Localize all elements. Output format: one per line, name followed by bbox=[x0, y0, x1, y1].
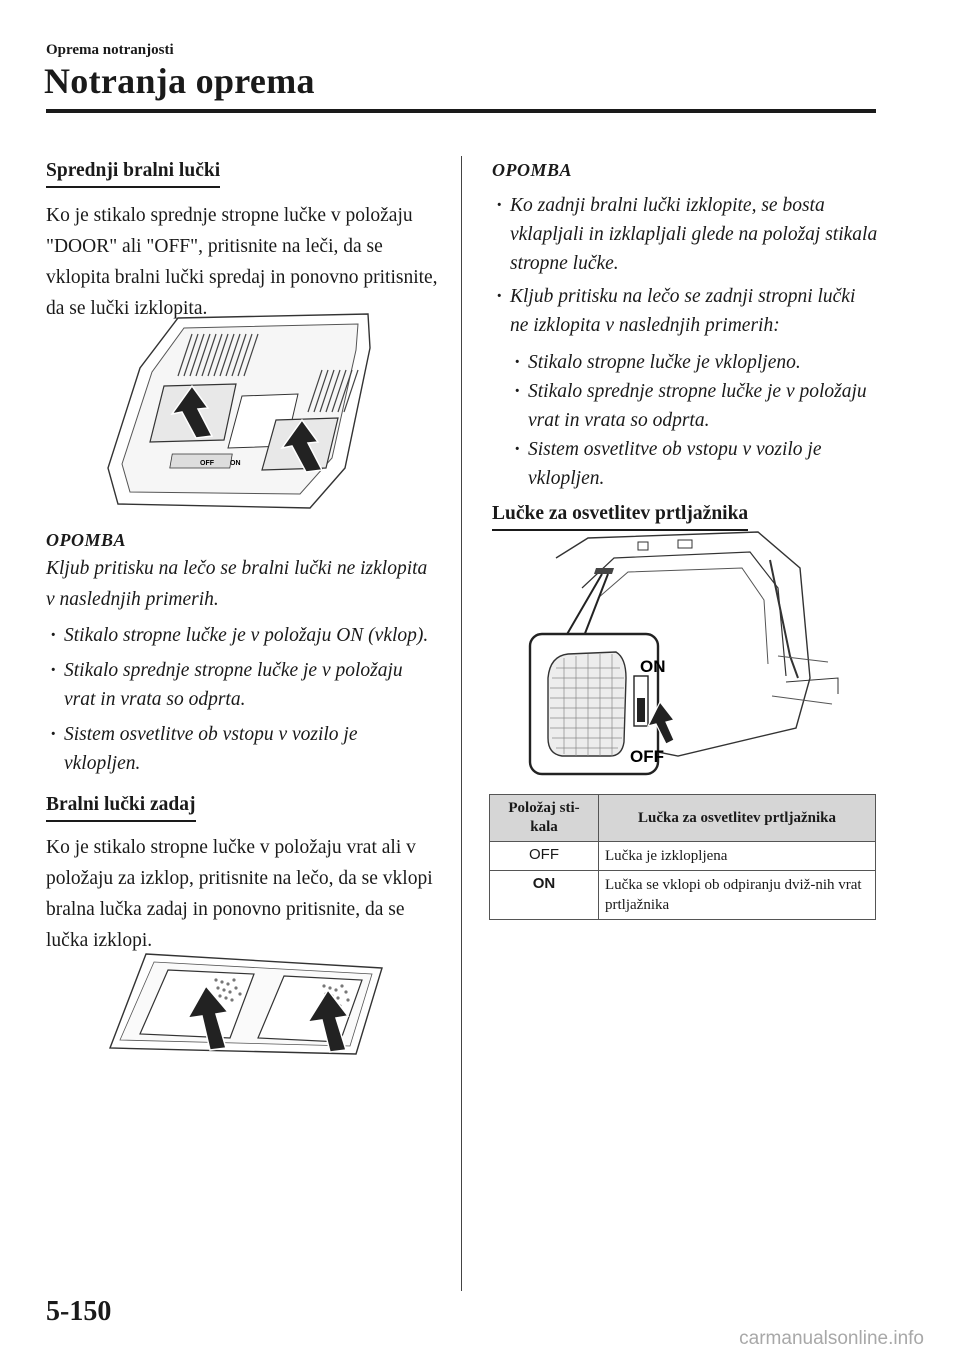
list-item: · Ko zadnji bralni lučki izklopite, se bosta vklapljali in izklapljali glede na položaj stikala stropne lučke. bbox=[492, 191, 878, 278]
list-item: · Kljub pritisku na lečo se zadnji stropni lučki ne izklopita v naslednjih primerih: bbox=[492, 282, 878, 340]
sub-note-list bbox=[492, 348, 878, 493]
header-rule bbox=[46, 109, 876, 113]
lamp-state: Lučka je izklopljena bbox=[599, 842, 876, 871]
rear-map-light-figure bbox=[106, 950, 388, 1055]
list-item: · Stikalo stropne lučke je vklopljeno. bbox=[492, 348, 878, 377]
column-divider bbox=[461, 156, 462, 1291]
page-number: 5-150 bbox=[46, 1296, 112, 1327]
switch-position: OFF bbox=[490, 842, 599, 871]
rear-map-light-illustration bbox=[106, 950, 388, 1055]
left-column bbox=[46, 160, 438, 324]
left-note bbox=[46, 530, 438, 778]
right-column bbox=[492, 160, 878, 531]
note-list bbox=[492, 191, 878, 340]
list-item: · Stikalo sprednje stropne lučke je v položaju vrat in vrata so odprta. bbox=[492, 377, 878, 435]
rear-reading-lights-section bbox=[46, 794, 438, 956]
cargo-light-heading: Lučke za osvetlitev prtljažnika bbox=[492, 503, 748, 531]
note-title: OPOMBA bbox=[492, 160, 573, 180]
front-map-light-figure bbox=[100, 308, 380, 518]
table-header-switch: Položaj sti-kala bbox=[490, 795, 599, 842]
switch-position: ON bbox=[490, 871, 599, 920]
table-row bbox=[490, 842, 876, 871]
list-item: · Sistem osvetlitve ob vstopu v vozilo je vklopljen. bbox=[492, 435, 878, 493]
cargo-light-table bbox=[489, 794, 876, 920]
table-header-lamp: Lučka za osvetlitev prtljažnika bbox=[599, 795, 876, 842]
fig1-off-label: OFF bbox=[200, 460, 214, 467]
list-item: · Stikalo stropne lučke je v položaju ON (vklop). bbox=[46, 621, 438, 650]
watermark: carmanualsonline.info bbox=[739, 1328, 924, 1349]
note-list bbox=[46, 621, 438, 778]
note-title: OPOMBA bbox=[46, 530, 127, 550]
lamp-state: Lučka se vklopi ob odpiranju dviž-nih vrat prtljažnika bbox=[599, 871, 876, 920]
cargo-light-figure bbox=[528, 528, 840, 776]
list-item: · Sistem osvetlitve ob vstopu v vozilo je vklopljen. bbox=[46, 720, 438, 778]
front-reading-lights-text: Ko je stikalo sprednje stropne lučke v položaju "DOOR" ali "OFF", pritisnite na leči, da se vklopita bralni lučki spredaj in ponovno pritisnite, da se lučki izklopita. bbox=[46, 205, 438, 319]
cargo-on-label: ON bbox=[640, 657, 666, 676]
cargo-light-illustration bbox=[528, 528, 840, 776]
list-item: · Stikalo sprednje stropne lučke je v položaju vrat in vrata so odprta. bbox=[46, 656, 438, 714]
front-reading-lights-heading: Sprednji bralni lučki bbox=[46, 160, 220, 188]
fig1-on-label: ON bbox=[230, 460, 241, 467]
cargo-off-label: OFF bbox=[630, 747, 664, 766]
rear-reading-lights-heading: Bralni lučki zadaj bbox=[46, 794, 196, 822]
rear-reading-lights-text: Ko je stikalo stropne lučke v položaju vrat ali v položaju za izklop, pritisnite na lečo, da se vklopi bralna lučka zadaj in ponovno pritisnite, da se lučka izklopi. bbox=[46, 837, 433, 951]
front-map-light-illustration bbox=[100, 308, 380, 518]
section-label: Oprema notranjosti bbox=[46, 42, 174, 58]
table-row bbox=[490, 871, 876, 920]
note-text: Kljub pritisku na lečo se bralni lučki ne izklopita v naslednjih primerih. bbox=[46, 558, 428, 610]
page-title: Notranja oprema bbox=[44, 61, 315, 101]
